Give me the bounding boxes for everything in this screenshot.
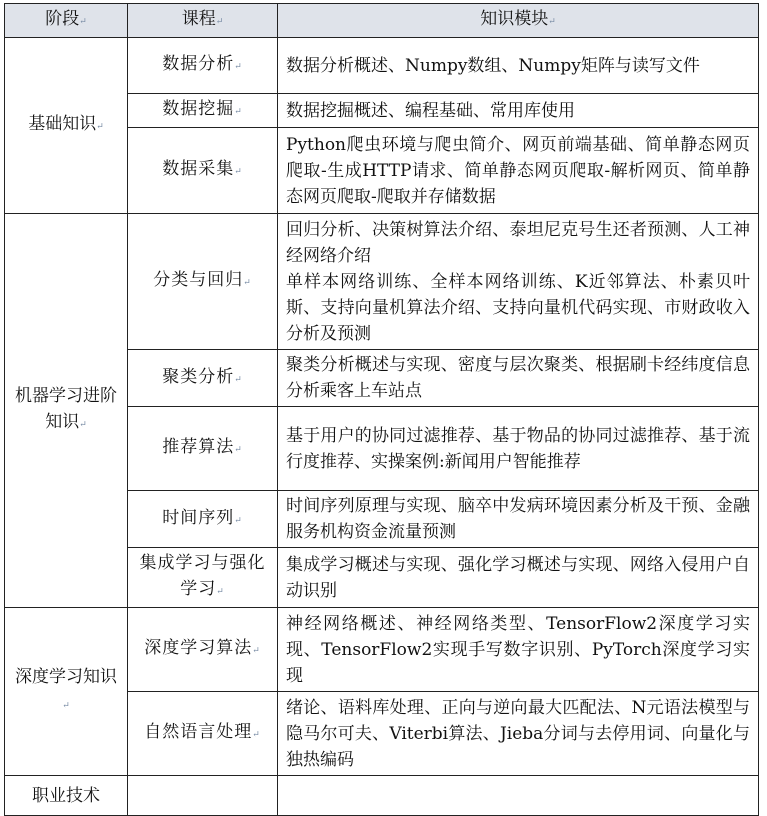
course-cell: 时间序列↵ xyxy=(128,491,278,548)
course-cell: 分类与回归↵ xyxy=(128,214,278,350)
header-stage: 阶段↵ xyxy=(5,4,128,38)
table-row xyxy=(5,214,759,350)
modules-cell: 基于用户的协同过滤推荐、基于物品的协同过滤推荐、基于流行度推荐、实操案例:新闻用户智能推荐 xyxy=(278,407,759,491)
table-row xyxy=(5,38,759,94)
modules-cell xyxy=(278,776,759,816)
stage-cell: 职业技术 xyxy=(5,776,128,816)
course-cell: 聚类分析↵ xyxy=(128,350,278,407)
course-cell xyxy=(128,776,278,816)
curriculum-table xyxy=(4,3,759,816)
stage-cell: 机器学习进阶知识↵ xyxy=(5,214,128,608)
modules-cell: 数据挖掘概述、编程基础、常用库使用 xyxy=(278,94,759,128)
header-course: 课程↵ xyxy=(128,4,278,38)
table-row xyxy=(5,608,759,692)
table-row xyxy=(5,776,759,816)
modules-cell: 数据分析概述、Numpy数组、Numpy矩阵与读写文件 xyxy=(278,38,759,94)
course-cell: 数据挖掘↵ xyxy=(128,94,278,128)
header-modules: 知识模块↵ xyxy=(278,4,759,38)
stage-cell: 深度学习知识↵ xyxy=(5,608,128,776)
course-cell: 集成学习与强化学习↵ xyxy=(128,548,278,608)
course-cell: 推荐算法↵ xyxy=(128,407,278,491)
course-cell: 数据分析↵ xyxy=(128,38,278,94)
modules-cell: 集成学习概述与实现、强化学习概述与实现、网络入侵用户自动识别 xyxy=(278,548,759,608)
modules-cell: 神经网络概述、神经网络类型、TensorFlow2深度学习实现、TensorFlow2实现手写数字识别、PyTorch深度学习实现 xyxy=(278,608,759,692)
modules-cell: 绪论、语料库处理、正向与逆向最大匹配法、N元语法模型与隐马尔可夫、Viterbi算法、Jieba分词与去停用词、向量化与独热编码 xyxy=(278,692,759,776)
modules-cell: 时间序列原理与实现、脑卒中发病环境因素分析及干预、金融服务机构资金流量预测 xyxy=(278,491,759,548)
modules-cell: 聚类分析概述与实现、密度与层次聚类、根据刷卡经纬度信息分析乘客上车站点 xyxy=(278,350,759,407)
header-row xyxy=(5,4,759,38)
course-cell: 自然语言处理↵ xyxy=(128,692,278,776)
course-cell: 深度学习算法↵ xyxy=(128,608,278,692)
modules-cell: Python爬虫环境与爬虫简介、网页前端基础、简单静态网页爬取-生成HTTP请求、简单静态网页爬取-解析网页、简单静态网页爬取-爬取并存储数据 xyxy=(278,128,759,214)
modules-cell: 回归分析、决策树算法介绍、泰坦尼克号生还者预测、人工神经网络介绍 单样本网络训练、全样本网络训练、K近邻算法、朴素贝叶斯、支持向量机算法介绍、支持向量机代码实现、市财政收入分析及预测 xyxy=(278,214,759,350)
course-cell: 数据采集↵ xyxy=(128,128,278,214)
stage-cell: 基础知识↵ xyxy=(5,38,128,214)
